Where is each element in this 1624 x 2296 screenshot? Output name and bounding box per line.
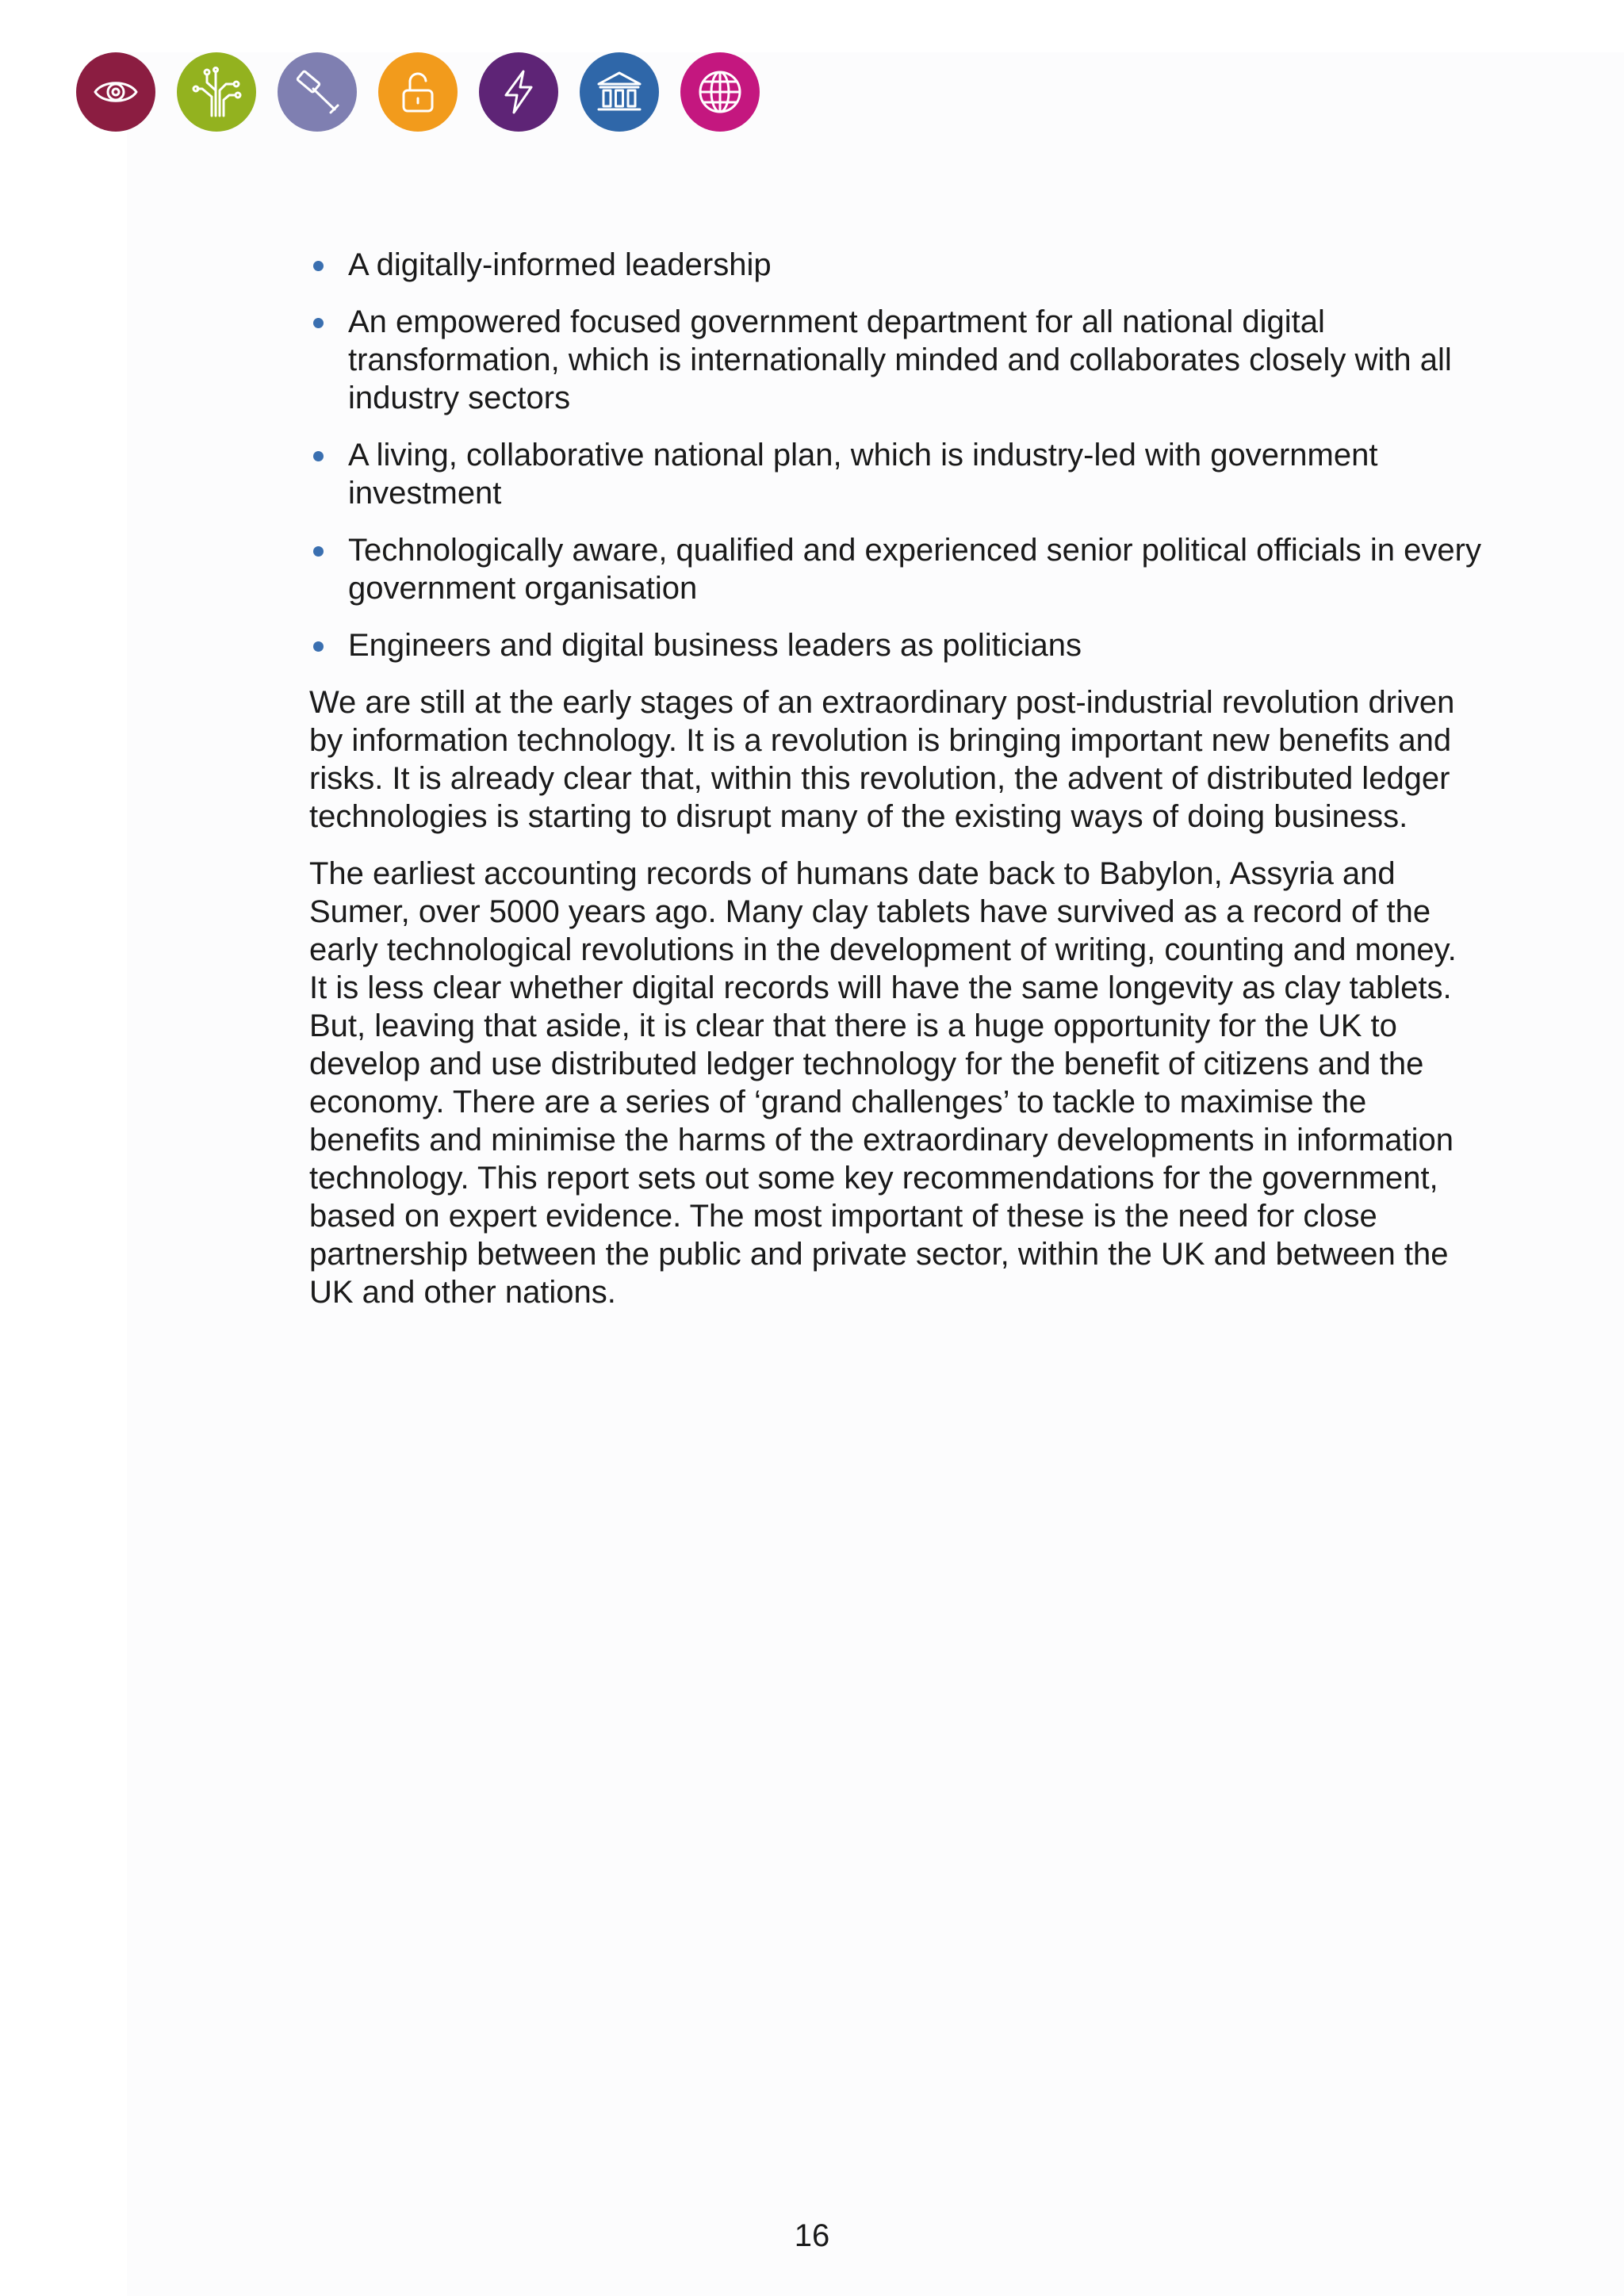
globe-icon [680,52,760,132]
list-item [309,626,1483,664]
list-item [309,531,1483,607]
list-item-text: An empowered focused government department for all national digital transformation, which is internationally minded and collaborates closely with all industry sectors [348,304,1452,415]
body-paragraph: The earliest accounting records of humans date back to Babylon, Assyria and Sumer, over 5000 years ago. Many clay tablets have survived as a record of the early technological revolutions in the development of writing, counting and money. It is less clear whether digital records will have the same longevity as clay tablets. But, leaving that aside, it is clear that there is a huge opportunity for the UK to develop and use distributed ledger technology for the benefit of citizens and the economy. There are a series of ‘grand challenges’ to tackle to maximise the benefits and minimise the harms of the extraordinary developments in information technology. This report sets out some key recommendations for the government, based on expert evidence. The most important of these is the need for close partnership between the public and private sector, within the UK and between the UK and other nations. [309,856,1457,1310]
bullet-icon [313,261,324,271]
body-paragraph: We are still at the early stages of an extraordinary post-industrial revolution driven by information technology. It is a revolution is bringing important new benefits and risks. It is already clear that, within this revolution, the advent of distributed ledger technologies is starting to disrupt many of the existing ways of doing business. [309,685,1455,834]
list-item-text: A digitally-informed leadership [348,247,772,282]
theme-icon-row [76,52,760,132]
gavel-icon [278,52,357,132]
lightning-icon [479,52,558,132]
bank-building-icon [580,52,659,132]
bullet-icon [313,451,324,461]
unlocked-padlock-icon [378,52,458,132]
bullet-icon [313,546,324,557]
bullet-icon [313,641,324,652]
list-item-text: A living, collaborative national plan, which is industry-led with government investment [348,438,1378,511]
list-item [309,303,1483,417]
list-item [309,436,1483,512]
main-content [309,246,1483,1330]
circuit-icon [177,52,256,132]
list-item-text: Technologically aware, qualified and experienced senior political officials in every government organisation [348,533,1481,606]
eye-icon [76,52,155,132]
bullet-icon [313,318,324,328]
page-number: 16 [794,2218,830,2253]
recommendations-list [309,246,1483,664]
list-item [309,246,1483,284]
list-item-text: Engineers and digital business leaders as politicians [348,628,1082,663]
